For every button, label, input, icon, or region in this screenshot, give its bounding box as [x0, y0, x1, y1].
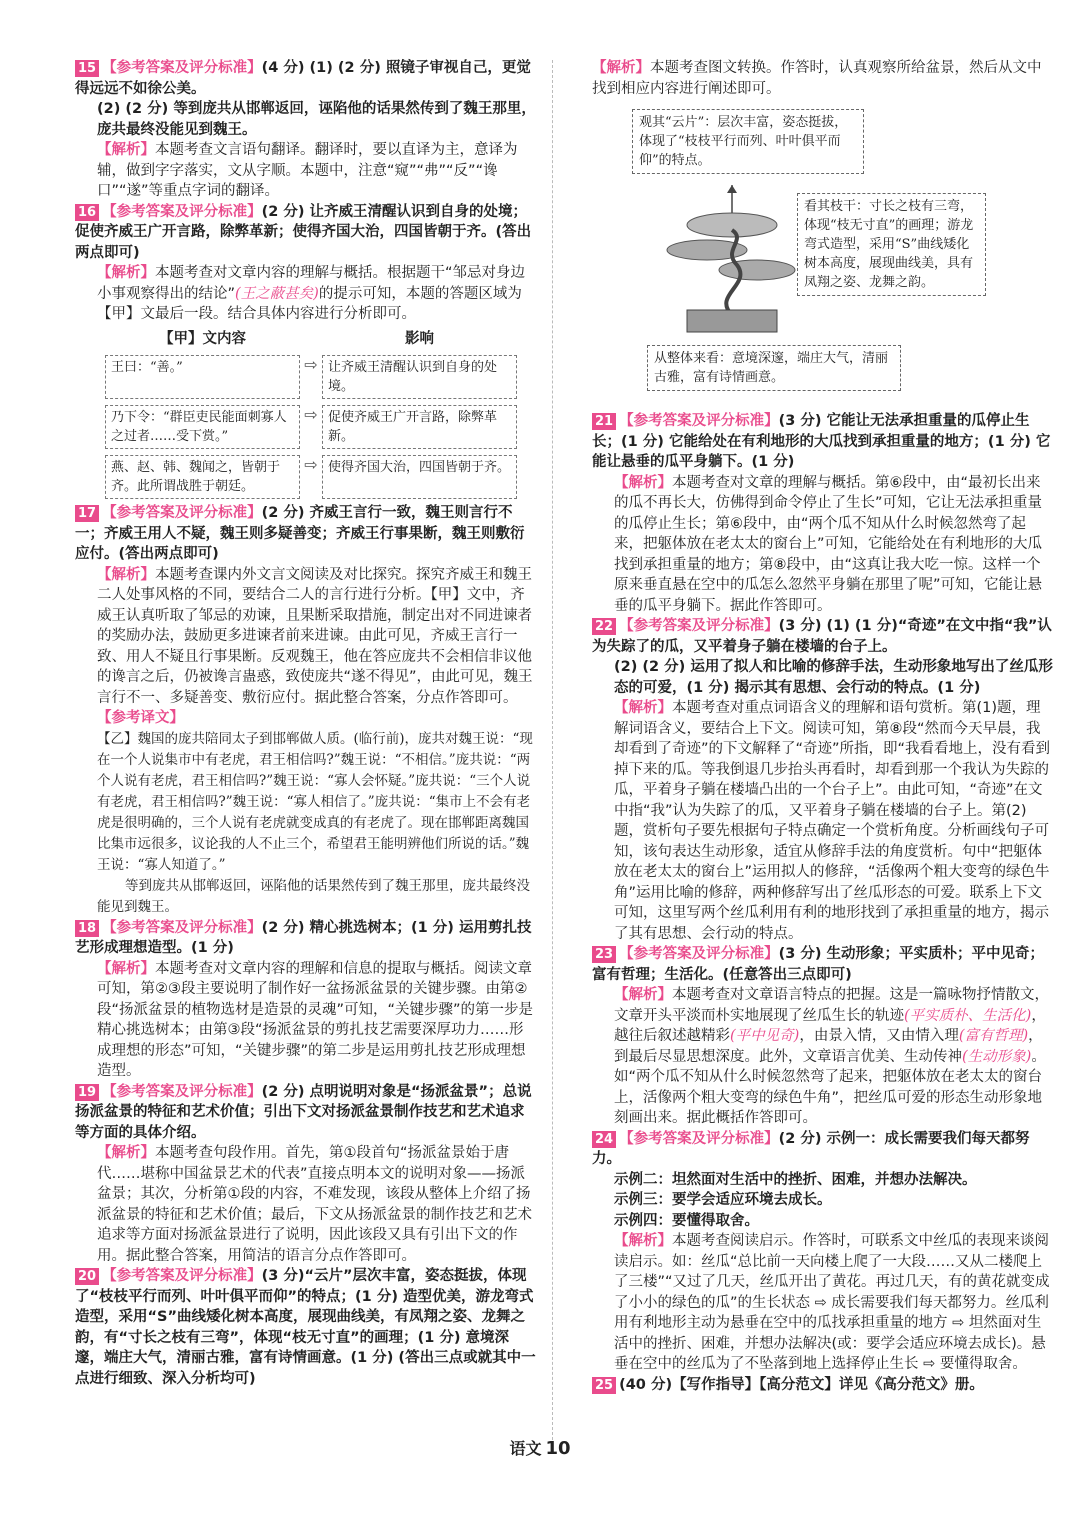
right-column [592, 58, 1054, 1395]
table-cell-right: 让齐威王清醒认识到自身的处境。 [322, 355, 517, 399]
analysis-text: 本题考查文言语句翻译。翻译时，要以直译为主，意译为辅，做到字字落实，文从字顺。本题中，注意“窥”“弗”“反”“谗口”“遂”等重点字词的翻译。 [97, 142, 518, 199]
answer-text: (2 分) 齐威王言行一致，魏王则言行不一；齐威王用人不疑，魏王则多疑善变；齐威王行事果断，魏王则敷衍应付。(答出两点即可) [75, 505, 525, 562]
analysis [592, 1231, 1054, 1375]
left-column [75, 58, 537, 1389]
answer-text: (3 分) 生动形象；平实质朴；平中见奇；富有哲理；生活化。(任意答出三点即可) [592, 946, 1045, 983]
analysis-text: 本题考查句段作用。首先，第①段首句“扬派盆景始于唐代……堪称中国盆景艺术的代表”直接点明本文的说明对象——扬派盆景；其次，分析第①段的内容，不难发现，该段从整体上介绍了扬派盆景的特征和艺术价值；最后，下文从扬派盆景的制作技艺和艺术追求等方面对扬派盆景进行了说明，因此该段又具有引出下文的作用。据此整合答案，用简洁的语言分点作答即可。 [97, 1145, 532, 1264]
question-number: 18 [75, 920, 99, 937]
answer-example-2: 示例二：坦然面对生活中的挫折、困难，并想办法解决。 [614, 1171, 977, 1188]
analysis-text: 本题考查对文章内容的理解和信息的提取与概括。阅读文章可知，第②③段主要说明了制作好一盆扬派盆景的关键步骤。由第②段“扬派盆景的植物选材是造景的灵魂”可知，“关键步骤”的第一步是精心挑选树本；由第③段“扬派盆景的剪扎技艺需要深厚功力……形成理想的形态”可知，“关键步骤”的第二步是运用剪扎技艺形成理想造型。 [97, 960, 534, 1079]
question-15 [75, 58, 537, 99]
translation-label: 【参考译文】 [97, 710, 184, 726]
analysis [75, 263, 537, 325]
column-divider [552, 60, 553, 1440]
analysis-label: 【解析】 [614, 987, 672, 1003]
bonsai-tree-icon [652, 185, 812, 335]
question-number: 17 [75, 505, 99, 522]
handwritten-note: (平实质朴、生活化) [904, 1007, 1032, 1024]
answer-text: (2 分) 点明说明对象是“扬派盆景”；总说扬派盆景的特征和艺术价值；引出下文对扬派盆景制作技艺和艺术追求等方面的具体介绍。 [75, 1083, 532, 1141]
analysis [592, 698, 1054, 944]
analysis-text: 本题考查对文章内容的理解与概括。根据题干“邹忌对身边小事观察得出的结论” [97, 265, 526, 302]
question-number: 24 [592, 1131, 616, 1148]
answer-text-2: (2) (2 分) 等到庞共从邯郸返回，诬陷他的话果然传到了魏王那里，庞共最终没能见到魏王。 [97, 101, 536, 138]
analysis-text: 。如“两个瓜不知从什么时候忽然弯了起来，把躯体放在老太太的窗台上，活像两个粗大变弯的绿色牛角”，把丝瓜可爱的形态生动形象地刻画出来。据此概括作答即可。 [614, 1048, 1046, 1126]
answer-tag: 【参考答案及评分标准】 [102, 1268, 262, 1284]
analysis [75, 1143, 537, 1266]
answer-example-3: 示例三：要学会适应环境去成长。 [614, 1192, 832, 1208]
answer-text: (4 分) (1) (2 分) 照镜子审视自己，更觉得远远不如徐公美。 [75, 60, 531, 97]
analysis [75, 959, 537, 1082]
table-cell-right: 促使齐威王广开言路，除弊革新。 [322, 405, 517, 449]
diagram-box-trunk: 看其枝干：寸长之枝有三弯，体现“枝无寸直”的画理；游龙弯式造型，采用“S”曲线矮化树本高度，展现曲线美，具有凤翔之姿、龙舞之韵。 [797, 193, 986, 296]
arrow-right-icon: ⇨ [304, 405, 318, 424]
question-number: 20 [75, 1268, 99, 1285]
answer-text: (3 分) 它能让无法承担重量的瓜停止生长；(1 分) 它能给处在有利地形的大瓜找到承担重量的地方；(1 分) 它能让悬垂的瓜平身躺下。(1 分) [592, 413, 1051, 470]
table-header-content: 【甲】文内容 [159, 330, 246, 347]
answer-tag: 【参考答案及评分标准】 [619, 618, 779, 634]
analysis-text: 本题考查对文章的理解与概括。第⑥段中，由“最初长出来的瓜不再长大，仿佛得到命令停止了生长”可知，它让无法承担重量的瓜停止生长；第⑥段中，由“两个瓜不知从什么时候忽然弯了起来，把躯体放在老太太的窗台上”可知，它能给处在有利地形的大瓜找到承担重量的地方；第⑧段中，由“这真让我大吃一惊。这样一个原来垂直悬在空中的瓜怎么忽然平身躺在那里了呢”可知，它能让悬垂的瓜平身躺下。据此作答即可。 [614, 474, 1043, 614]
analysis-label: 【解析】 [592, 60, 650, 76]
table-cell-left: 乃下令：“群臣吏民能面刺寡人之过者……受下赏。” [105, 405, 300, 449]
translation-text-2: 等到庞共从邯郸返回，诬陷他的话果然传到了魏王那里，庞共最终没能见到魏王。 [97, 877, 530, 915]
question-20 [75, 1266, 537, 1389]
diagram-box-cloud: 观其“云片”：层次丰富，姿态挺拔，体现了“枝枝平行而列、叶叶俱平而仰”的特点。 [632, 109, 864, 174]
analysis-text: 本题考查对重点词语含义的理解和语句赏析。第(1)题，理解词语含义，要结合上下文。阅读可知，第⑧段“然而今天早晨，我却看到了奇迹”的下文解释了“奇迹”所指，即“我看看地上，没有看到掉下来的瓜。等我倒退几步抬头再看时，却看到那一个我认为失踪的瓜，平着身子躺在楼墙凸出的一个台子上”。由此可知，“奇迹”在文中指“我”认为失踪了的瓜，又平着身子躺在楼墙的台子上。第(2)题，赏析句子要先根据句子特点确定一个赏析角度。分析画线句子可知，该句表达生动形象，适宜从修辞手法的角度赏析。句中“把躯体放在老太太的窗台上”运用拟人的修辞，“活像两个粗大变弯的绿色牛角”运用比喻的修辞，两种修辞写出了丝瓜形态的可爱。联系上下文可知，这里写两个丝瓜利用有利的地形找到了承担重量的地方，揭示了其有思想、会行动的特点。 [614, 700, 1051, 942]
analysis-label: 【解析】 [97, 960, 155, 977]
page-footer [0, 1436, 1080, 1459]
question-number: 15 [75, 60, 99, 77]
answer-text: (2 分) 精心挑选树本；(1 分) 运用剪扎技艺形成理想造型。(1 分) [75, 919, 532, 956]
table-cell-left: 燕、赵、韩、魏闻之，皆朝于齐。此所谓战胜于朝廷。 [105, 455, 300, 499]
analysis-text: 本题考查阅读启示。作答时，可联系文中丝瓜的表现来谈阅读启示。如：丝瓜“总比前一天向楼上爬了一大段……又从二楼爬上了三楼”“又过了几天，丝瓜开出了黄花。再过几天，有的黄花就变成了小小的绿色的瓜”的生长状态 ⇨ 成长需要我们每天都努力。丝瓜利用有利地形主动为悬垂在空中的瓜找承担重量的地方 ⇨ 坦然面对生活中的挫折、困难，并想办法解决(或：要学会适应环境去成长)。悬垂在空中的丝瓜为了不坠落到地上选择停止生长 ⇨ 要懂得取舍。 [614, 1233, 1050, 1372]
analysis-label: 【解析】 [97, 566, 155, 583]
analysis-text: 本题考查课内外文言文阅读及对比探究。探究齐威王和魏王二人处事风格的不同，要结合二人的言行进行分析。【甲】文中，齐威王认真听取了邹忌的劝谏，且果断采取措施，制定出对不同进谏者的奖励办法，鼓励更多进谏者前来进谏。由此可见，齐威王言行一致、用人不疑且行事果断。反观魏王，他在答应庞共不会相信非议他的谗言之后，仍被谗言蛊惑，致使庞共“遂不得见”，由此可见，魏王言行不一、多疑善变、敷衍应付。据此整合答案，分点作答即可。 [97, 566, 533, 706]
answer-tag: 【参考答案及评分标准】 [102, 1083, 262, 1100]
question-22 [592, 616, 1054, 657]
content-impact-table [105, 329, 537, 500]
question-number: 22 [592, 618, 616, 635]
analysis [592, 58, 1054, 99]
page-number: 10 [545, 1438, 571, 1459]
answer-tag: 【参考答案及评分标准】 [102, 203, 262, 220]
analysis [75, 140, 537, 202]
question-17 [75, 503, 537, 565]
analysis-label: 【解析】 [614, 700, 672, 716]
question-18 [75, 918, 537, 959]
analysis-label: 【解析】 [97, 265, 155, 281]
analysis-label: 【解析】 [614, 1233, 672, 1249]
question-25 [592, 1375, 1054, 1396]
question-16 [75, 202, 537, 264]
analysis-label: 【解析】 [97, 1145, 155, 1161]
analysis [592, 985, 1054, 1129]
handwritten-note: (富有哲理) [958, 1028, 1029, 1044]
analysis [75, 565, 537, 709]
handwritten-note: (平中见奇) [730, 1028, 800, 1044]
answer-text: (3 分)“云片”层次丰富，姿态挺拔，体现了“枝枝平行而列、叶叶俱平而仰”的特点；(1 分) 造型优美，游龙弯式造型，采用“S”曲线矮化树本高度，展现曲线美，有凤翔之姿、龙舞之韵，有“寸长之枝有三弯”，体现“枝无寸直”的画理；(1 分) 意境深邃，端庄大气，清丽古雅，富有诗情画意。(1 分) (答出三点或就其中一点进行细致、深入分析均可) [75, 1268, 536, 1387]
question-21 [592, 411, 1054, 473]
question-19 [75, 1082, 537, 1144]
question-number: 19 [75, 1084, 99, 1101]
analysis-label: 【解析】 [97, 142, 155, 158]
table-header-impact: 影响 [405, 330, 434, 347]
answer-text: (2 分) 让齐威王清醒认识到自身的处境；促使齐威王广开言路，除弊革新；使得齐国大治，四国皆朝于齐。(答出两点即可) [75, 203, 532, 261]
answer-text-2: (2) (2 分) 运用了拟人和比喻的修辞手法，生动形象地写出了丝瓜形态的可爱，(1 分) 揭示其有思想、会行动的特点。(1 分) [614, 659, 1053, 696]
analysis-text: ，由景入情，又由情入理 [799, 1028, 959, 1044]
question-number: 16 [75, 204, 99, 221]
diagram-box-overall: 从整体来看：意境深邃，端庄大气，清丽古雅，富有诗情画意。 [647, 345, 901, 391]
handwritten-note: (王之蔽甚矣) [235, 285, 319, 302]
analysis-text: ，越往后叙述越精彩 [614, 1007, 1046, 1044]
analysis [592, 473, 1054, 617]
analysis-text: 本题考查图文转换。作答时，认真观察所给盆景，然后从文中找到相应内容进行阐述即可。 [592, 60, 1042, 97]
question-number: 23 [592, 946, 616, 963]
analysis-text: 本题考查对文章语言特点的把握。这是一篇咏物抒情散文，文章开头平淡而朴实地展现了丝瓜生长的轨迹 [614, 987, 1049, 1024]
analysis-text: ，到最后尽显思想深度。此外，文章语言优美、生动传神 [614, 1028, 1043, 1065]
answer-tag: 【参考答案及评分标准】 [102, 60, 262, 76]
question-24 [592, 1129, 1054, 1170]
answer-tag: 【参考答案及评分标准】 [102, 505, 262, 521]
analysis-text: 的提示可知，本题的答题区域为【甲】文最后一段。结合具体内容进行分析即可。 [97, 285, 522, 322]
answer-text: (40 分)【写作指导】【高分范文】详见《高分范文》册。 [619, 1376, 984, 1393]
table-cell-right: 使得齐国大治，四国皆朝于齐。 [322, 455, 517, 499]
answer-example-4: 示例四：要懂得取舍。 [614, 1212, 759, 1229]
bonsai-diagram [592, 105, 1054, 405]
handwritten-note: (生动形象) [962, 1048, 1032, 1065]
answer-tag: 【参考答案及评分标准】 [619, 946, 779, 962]
answer-text: (2 分) 示例一：成长需要我们每天都努力。 [592, 1130, 1030, 1167]
answer-tag: 【参考答案及评分标准】 [102, 919, 262, 936]
arrow-right-icon: ⇨ [304, 455, 318, 474]
question-number: 21 [592, 413, 616, 430]
subject-label: 语文 [509, 1439, 542, 1458]
table-cell-left: 王曰：“善。” [105, 355, 300, 399]
answer-tag: 【参考答案及评分标准】 [619, 413, 779, 429]
question-23 [592, 944, 1054, 985]
analysis-label: 【解析】 [614, 474, 672, 491]
answer-tag: 【参考答案及评分标准】 [619, 1130, 779, 1147]
translation-text: 【乙】魏国的庞共陪同太子到邯郸做人质。(临行前)，庞共对魏王说：“现在一个人说集市中有老虎，君王相信吗?”魏王说：“不相信。”庞共说：“两个人说有老虎，君王相信吗?”魏王说：“寡人会怀疑。”庞共说：“三个人说有老虎，君王相信吗?”魏王说：“寡人相信了。”庞共说：“集市上不会有老虎是很明确的，三个人说有老虎就变成真的有老虎了。现在邯郸距离魏国比集市远很多，议论我的人不止三个，希望君王能明辨他们所说的话。”魏王说：“寡人知道了。” [97, 730, 533, 873]
question-number: 25 [592, 1377, 616, 1394]
arrow-right-icon: ⇨ [304, 355, 318, 374]
answer-text: (3 分) (1) (1 分)“奇迹”在文中指“我”认为失踪了的瓜，又平着身子躺在楼墙的台子上。 [592, 618, 1052, 655]
